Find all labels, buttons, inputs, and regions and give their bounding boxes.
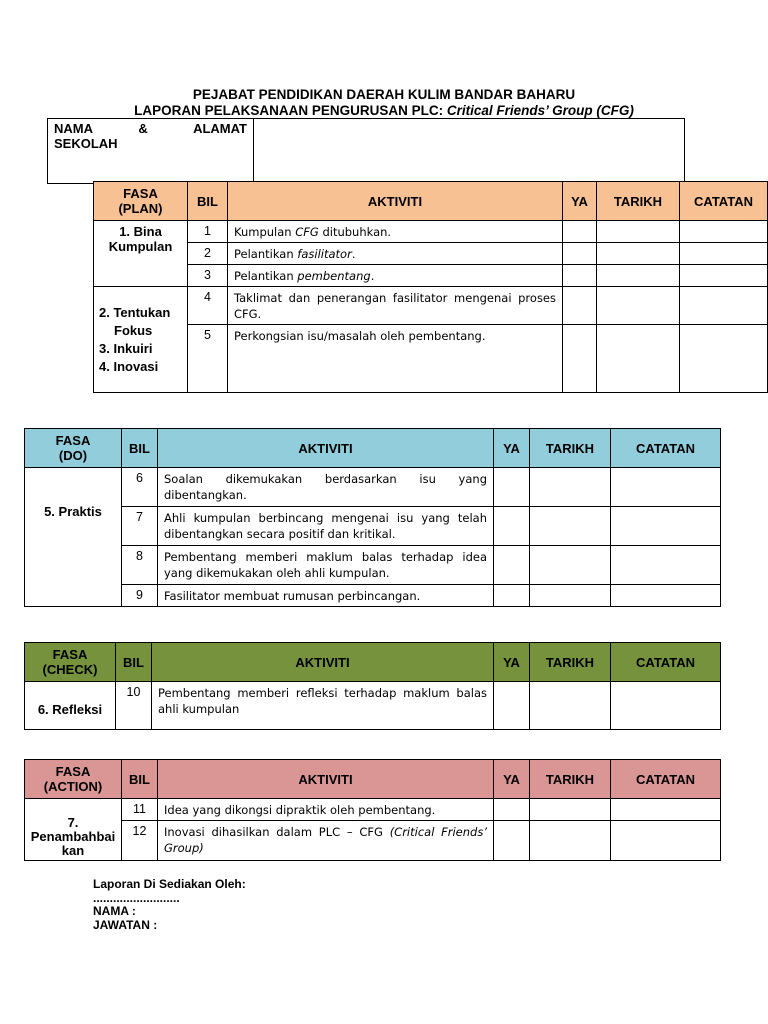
table-row bbox=[25, 546, 721, 585]
activity-cell: Pelantikan fasilitator. bbox=[228, 243, 563, 265]
tarikh-cell[interactable] bbox=[597, 243, 680, 265]
fasa-action-header: FASA (ACTION) bbox=[25, 760, 122, 799]
bil-cell: 11 bbox=[122, 799, 158, 821]
ya-cell[interactable] bbox=[563, 325, 597, 393]
bil-cell: 5 bbox=[188, 325, 228, 393]
tarikh-cell[interactable] bbox=[597, 265, 680, 287]
phase-praktis: 5. Praktis bbox=[25, 468, 122, 607]
aktiviti-header: AKTIVITI bbox=[158, 760, 494, 799]
activity-cell: Pelantikan pembentang. bbox=[228, 265, 563, 287]
table-row bbox=[94, 325, 768, 393]
activity-cell: Pembentang memberi maklum balas terhadap idea yang dikemukakan oleh ahli kumpulan. bbox=[158, 546, 494, 585]
bil-cell: 6 bbox=[122, 468, 158, 507]
prepared-by-label: Laporan Di Sediakan Oleh: bbox=[93, 877, 246, 891]
catatan-cell[interactable] bbox=[611, 546, 721, 585]
ya-cell[interactable] bbox=[494, 546, 530, 585]
table-row bbox=[94, 265, 768, 287]
ya-cell[interactable] bbox=[563, 287, 597, 325]
bil-header: BIL bbox=[122, 429, 158, 468]
bil-cell: 3 bbox=[188, 265, 228, 287]
table-row bbox=[94, 287, 768, 325]
tarikh-cell[interactable] bbox=[530, 585, 611, 607]
ya-header: YA bbox=[494, 760, 530, 799]
ya-header: YA bbox=[494, 643, 530, 682]
jawatan-label: JAWATAN : bbox=[93, 917, 158, 932]
bil-cell: 7 bbox=[122, 507, 158, 546]
catatan-cell[interactable] bbox=[611, 507, 721, 546]
table-row bbox=[25, 799, 721, 821]
ya-cell[interactable] bbox=[494, 468, 530, 507]
tarikh-cell[interactable] bbox=[530, 468, 611, 507]
do-table bbox=[24, 428, 721, 607]
tarikh-cell[interactable] bbox=[530, 546, 611, 585]
bil-cell: 10 bbox=[116, 682, 152, 730]
report-footer bbox=[93, 878, 246, 932]
activity-cell: Pembentang memberi refleksi terhadap maklum balas ahli kumpulan bbox=[152, 682, 494, 730]
report-title: LAPORAN PELAKSANAAN PENGURUSAN PLC: Critical Friends’ Group (CFG) bbox=[134, 103, 634, 118]
bil-cell: 2 bbox=[188, 243, 228, 265]
bil-cell: 8 bbox=[122, 546, 158, 585]
tarikh-cell[interactable] bbox=[597, 221, 680, 243]
catatan-header: CATATAN bbox=[611, 760, 721, 799]
activity-cell: Inovasi dihasilkan dalam PLC – CFG (Critical Friends’ Group) bbox=[158, 821, 494, 861]
table-row bbox=[94, 221, 768, 243]
phase-penambahbaikan: 7. Penambahbai kan bbox=[25, 799, 122, 861]
table-row bbox=[25, 468, 721, 507]
bil-header: BIL bbox=[122, 760, 158, 799]
school-label: NAMA & ALAMAT SEKOLAH bbox=[48, 119, 254, 184]
ya-cell[interactable] bbox=[563, 243, 597, 265]
catatan-cell[interactable] bbox=[680, 287, 768, 325]
nama-label: NAMA : bbox=[93, 904, 136, 918]
ya-cell[interactable] bbox=[494, 585, 530, 607]
catatan-header: CATATAN bbox=[611, 429, 721, 468]
bil-header: BIL bbox=[188, 182, 228, 221]
phase-refleksi: 6. Refleksi bbox=[25, 682, 116, 730]
aktiviti-header: AKTIVITI bbox=[152, 643, 494, 682]
ya-header: YA bbox=[563, 182, 597, 221]
catatan-cell[interactable] bbox=[680, 265, 768, 287]
table-row bbox=[25, 682, 721, 730]
catatan-cell[interactable] bbox=[611, 682, 721, 730]
catatan-cell[interactable] bbox=[680, 325, 768, 393]
catatan-cell[interactable] bbox=[611, 821, 721, 861]
tarikh-cell[interactable] bbox=[530, 799, 611, 821]
aktiviti-header: AKTIVITI bbox=[158, 429, 494, 468]
activity-cell: Taklimat dan penerangan fasilitator mengenai proses CFG. bbox=[228, 287, 563, 325]
ya-cell[interactable] bbox=[563, 221, 597, 243]
report-office-title: PEJABAT PENDIDIKAN DAERAH KULIM BANDAR BAHARU bbox=[192, 87, 576, 102]
bil-cell: 9 bbox=[122, 585, 158, 607]
fasa-do-header: FASA (DO) bbox=[25, 429, 122, 468]
catatan-cell[interactable] bbox=[680, 243, 768, 265]
activity-cell: Perkongsian isu/masalah oleh pembentang. bbox=[228, 325, 563, 393]
tarikh-cell[interactable] bbox=[530, 507, 611, 546]
school-info-table bbox=[47, 118, 685, 184]
table-row bbox=[25, 507, 721, 546]
ya-cell[interactable] bbox=[494, 799, 530, 821]
tarikh-header: TARIKH bbox=[530, 429, 611, 468]
bil-cell: 1 bbox=[188, 221, 228, 243]
tarikh-header: TARIKH bbox=[530, 643, 611, 682]
ya-cell[interactable] bbox=[494, 821, 530, 861]
catatan-cell[interactable] bbox=[680, 221, 768, 243]
tarikh-cell[interactable] bbox=[530, 821, 611, 861]
catatan-header: CATATAN bbox=[680, 182, 768, 221]
catatan-cell[interactable] bbox=[611, 799, 721, 821]
table-row bbox=[94, 243, 768, 265]
activity-cell: Ahli kumpulan berbincang mengenai isu yang telah dibentangkan secara positif dan kritikal. bbox=[158, 507, 494, 546]
bil-header: BIL bbox=[116, 643, 152, 682]
table-row bbox=[25, 821, 721, 861]
school-value-cell[interactable] bbox=[254, 119, 685, 184]
ya-header: YA bbox=[494, 429, 530, 468]
bil-cell: 4 bbox=[188, 287, 228, 325]
action-table bbox=[24, 759, 721, 861]
tarikh-cell[interactable] bbox=[597, 287, 680, 325]
catatan-cell[interactable] bbox=[611, 585, 721, 607]
fasa-check-header: FASA (CHECK) bbox=[25, 643, 116, 682]
ya-cell[interactable] bbox=[494, 682, 530, 730]
tarikh-header: TARIKH bbox=[530, 760, 611, 799]
bil-cell: 12 bbox=[122, 821, 158, 861]
signature-line: .......................... bbox=[93, 890, 180, 905]
check-table bbox=[24, 642, 721, 730]
table-row bbox=[25, 585, 721, 607]
aktiviti-header: AKTIVITI bbox=[228, 182, 563, 221]
ya-cell[interactable] bbox=[494, 507, 530, 546]
activity-cell: Fasilitator membuat rumusan perbincangan. bbox=[158, 585, 494, 607]
activity-cell: Soalan dikemukakan berdasarkan isu yang dibentangkan. bbox=[158, 468, 494, 507]
ya-cell[interactable] bbox=[563, 265, 597, 287]
tarikh-cell[interactable] bbox=[530, 682, 611, 730]
plan-table bbox=[93, 181, 768, 393]
phase-tentukan-fokus: 2. Tentukan Fokus 3. Inkuiri 4. Inovasi bbox=[94, 287, 188, 393]
tarikh-header: TARIKH bbox=[597, 182, 680, 221]
catatan-cell[interactable] bbox=[611, 468, 721, 507]
phase-bina-kumpulan: 1. Bina Kumpulan bbox=[94, 221, 188, 287]
activity-cell: Idea yang dikongsi dipraktik oleh pembentang. bbox=[158, 799, 494, 821]
tarikh-cell[interactable] bbox=[597, 325, 680, 393]
activity-cell: Kumpulan CFG ditubuhkan. bbox=[228, 221, 563, 243]
fasa-plan-header: FASA (PLAN) bbox=[94, 182, 188, 221]
catatan-header: CATATAN bbox=[611, 643, 721, 682]
